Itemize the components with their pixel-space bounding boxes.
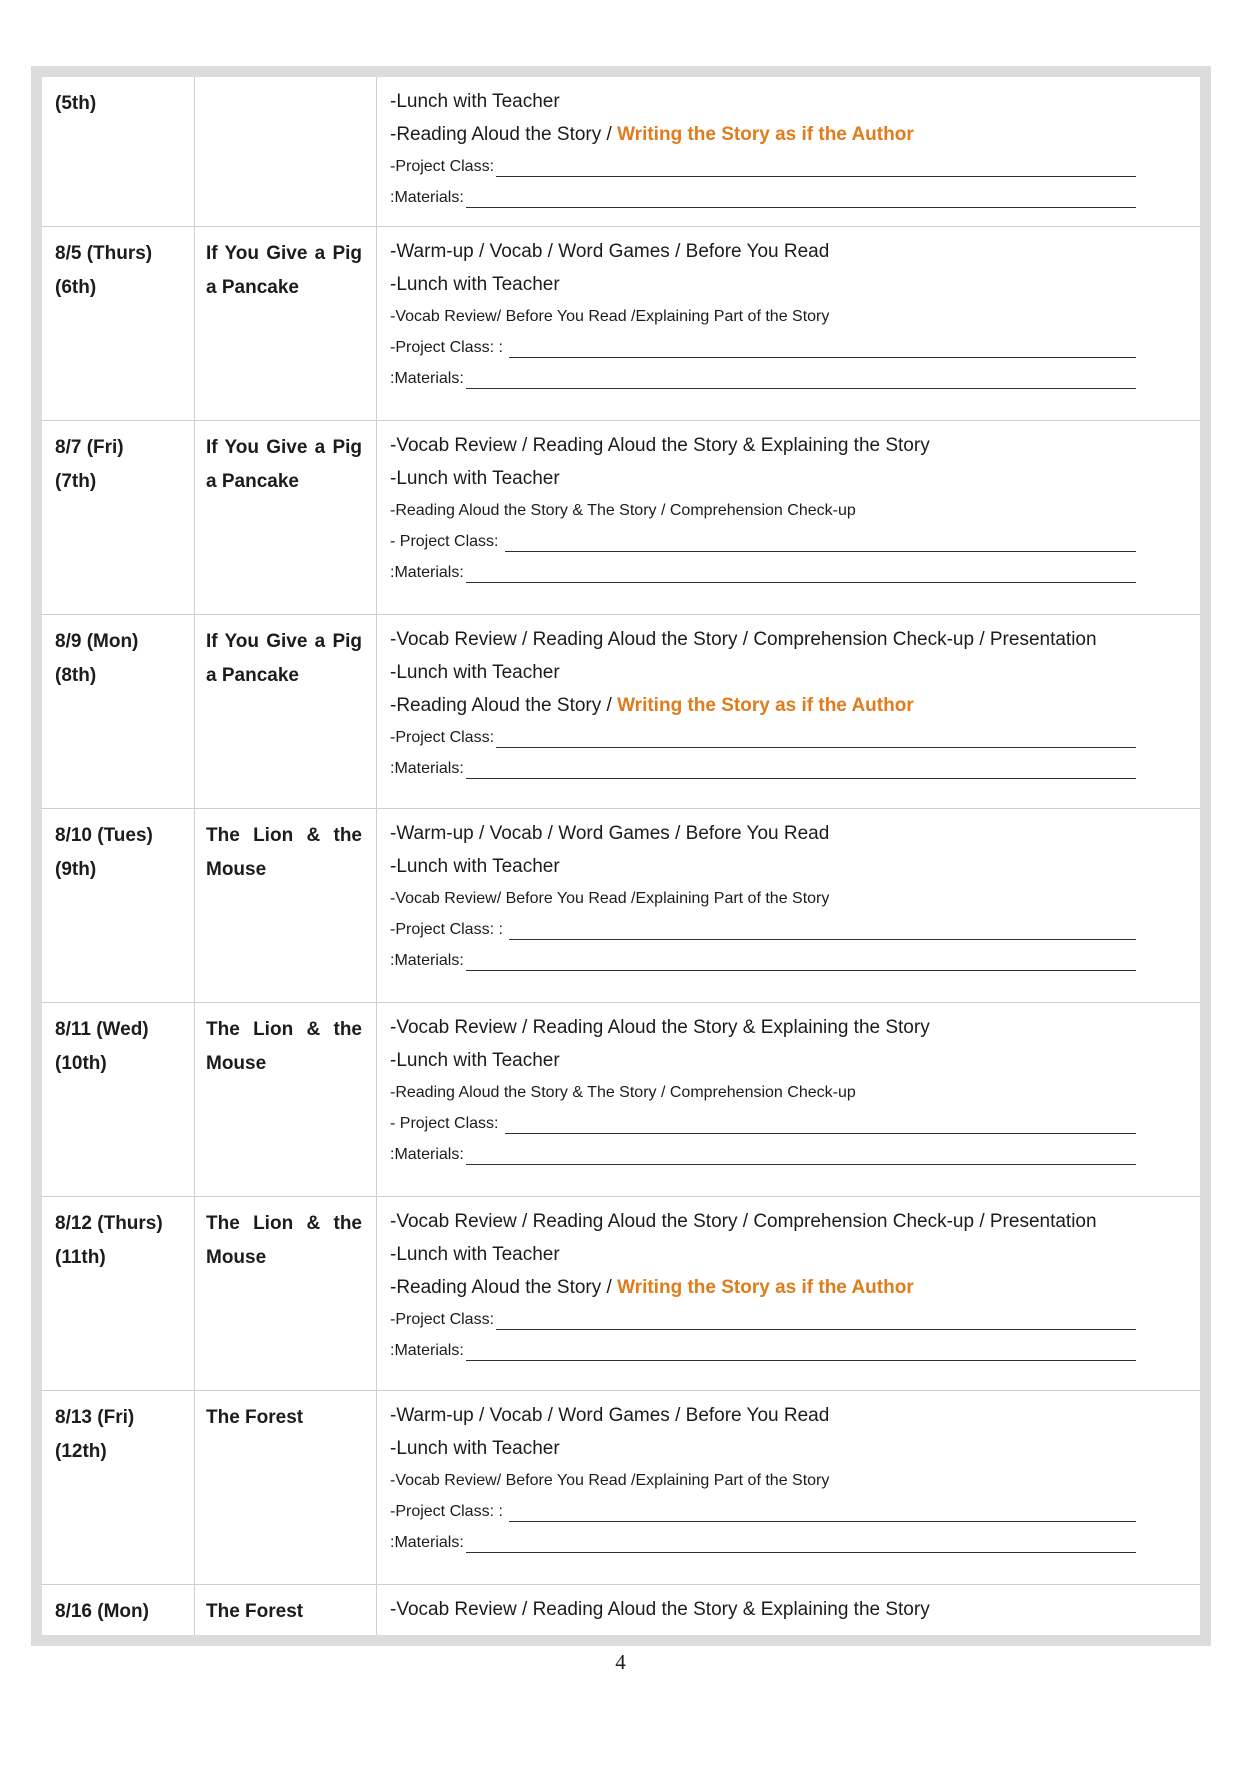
date-text: (10th) — [55, 1053, 107, 1074]
activity-text: :Materials: — [390, 189, 464, 206]
table-row — [42, 421, 1200, 615]
table-row — [42, 1197, 1200, 1391]
activity-line — [390, 1205, 1184, 1238]
table-row — [42, 1585, 1200, 1635]
fill-in-blank-line — [390, 526, 1136, 557]
activity-text: -Vocab Review / Reading Aloud the Story / Comprehension Check-up / Presentation — [390, 1211, 1097, 1232]
blank-underline — [496, 747, 1136, 748]
table-row — [42, 1003, 1200, 1197]
activity-text: -Lunch with Teacher — [390, 468, 560, 489]
activity-text: -Vocab Review / Reading Aloud the Story & Explaining the Story — [390, 435, 930, 456]
fill-in-blank-line — [390, 1108, 1136, 1139]
fill-in-blank-line — [390, 753, 1136, 784]
activity-text: -Lunch with Teacher — [390, 1244, 560, 1265]
activity-text: -Project Class: — [390, 1311, 495, 1328]
book-title-cell — [195, 615, 377, 808]
activity-text: -Project Class: — [390, 158, 495, 175]
blank-underline — [509, 357, 1136, 358]
activity-text: -Vocab Review/ Before You Read /Explaining Part of the Story — [390, 308, 830, 325]
activity-line — [390, 268, 1184, 301]
fill-in-blank-line — [390, 1335, 1136, 1366]
activity-line — [390, 623, 1184, 656]
date-text: 8/5 (Thurs) — [55, 243, 153, 264]
activity-text: -Reading Aloud the Story & The Story / Comprehension Check-up — [390, 1084, 856, 1101]
date-text: (6th) — [55, 277, 97, 298]
fill-in-blank-line — [390, 1304, 1136, 1335]
blank-underline — [466, 970, 1137, 971]
activity-line — [390, 656, 1184, 689]
table-row — [42, 77, 1200, 227]
activity-text: -Project Class: : — [390, 339, 508, 356]
highlighted-activity-text: Writing the Story as if the Author — [617, 1277, 914, 1298]
book-title: The Lion & the Mouse — [206, 825, 362, 880]
activities-cell — [377, 1003, 1200, 1196]
activity-line — [390, 883, 1184, 914]
book-title-cell — [195, 1197, 377, 1390]
fill-in-blank-line — [390, 1527, 1136, 1558]
date-cell — [42, 1197, 195, 1390]
activity-line — [390, 1432, 1184, 1465]
activity-line — [390, 1044, 1184, 1077]
activities-cell — [377, 809, 1200, 1002]
activity-text: -Lunch with Teacher — [390, 856, 560, 877]
activities-cell — [377, 1391, 1200, 1584]
activity-text: :Materials: — [390, 1342, 464, 1359]
activity-line — [390, 235, 1184, 268]
activity-text: -Warm-up / Vocab / Word Games / Before You Read — [390, 823, 830, 844]
blank-underline — [509, 1521, 1136, 1522]
date-text: 8/9 (Mon) — [55, 631, 139, 652]
activity-text: -Lunch with Teacher — [390, 274, 560, 295]
activity-line — [390, 1238, 1184, 1271]
activity-text: -Warm-up / Vocab / Word Games / Before You Read — [390, 241, 830, 262]
date-cell — [42, 809, 195, 1002]
book-title-cell — [195, 1585, 377, 1635]
table-row — [42, 809, 1200, 1003]
date-text: (7th) — [55, 471, 97, 492]
activity-text: :Materials: — [390, 564, 464, 581]
activity-text: -Warm-up / Vocab / Word Games / Before You Read — [390, 1405, 830, 1426]
fill-in-blank-line — [390, 1496, 1136, 1527]
activity-text: -Vocab Review / Reading Aloud the Story & Explaining the Story — [390, 1017, 930, 1038]
activity-line — [390, 495, 1184, 526]
activity-text: -Vocab Review / Reading Aloud the Story / Comprehension Check-up / Presentation — [390, 629, 1097, 650]
book-title: If You Give a Pig a Pancake — [206, 437, 362, 492]
activity-text: -Vocab Review/ Before You Read /Explaining Part of the Story — [390, 890, 830, 907]
date-cell — [42, 1391, 195, 1584]
table-row — [42, 1391, 1200, 1585]
activity-line — [390, 850, 1184, 883]
blank-underline — [466, 207, 1137, 208]
date-cell — [42, 1003, 195, 1196]
date-cell — [42, 421, 195, 614]
activities-cell — [377, 1197, 1200, 1390]
blank-underline — [466, 778, 1137, 779]
activity-line — [390, 1077, 1184, 1108]
blank-underline — [496, 1329, 1136, 1330]
book-title: The Lion & the Mouse — [206, 1213, 362, 1268]
activity-line — [390, 689, 1184, 722]
date-text: 8/10 (Tues) — [55, 825, 153, 846]
activity-text: :Materials: — [390, 952, 464, 969]
book-title: The Forest — [206, 1407, 304, 1428]
fill-in-blank-line — [390, 945, 1136, 976]
book-title: If You Give a Pig a Pancake — [206, 631, 362, 686]
blank-underline — [496, 176, 1136, 177]
activities-cell — [377, 421, 1200, 614]
blank-underline — [466, 582, 1137, 583]
lesson-schedule-table — [31, 66, 1211, 1646]
date-text: (12th) — [55, 1441, 107, 1462]
fill-in-blank-line — [390, 914, 1136, 945]
date-text: 8/7 (Fri) — [55, 437, 124, 458]
book-title-cell — [195, 1003, 377, 1196]
activity-text: :Materials: — [390, 1534, 464, 1551]
activity-line — [390, 85, 1184, 118]
book-title-cell — [195, 809, 377, 1002]
blank-underline — [466, 1552, 1137, 1553]
fill-in-blank-line — [390, 557, 1136, 588]
activity-line — [390, 429, 1184, 462]
page-number: 4 — [615, 1650, 626, 1674]
book-title-cell — [195, 1391, 377, 1584]
activity-line — [390, 1593, 1184, 1626]
activity-text: -Vocab Review / Reading Aloud the Story & Explaining the Story — [390, 1599, 930, 1620]
date-text: (5th) — [55, 93, 97, 114]
date-text: 8/16 (Mon) — [55, 1601, 149, 1622]
activity-line — [390, 1399, 1184, 1432]
activity-text: -Project Class: : — [390, 1503, 508, 1520]
table-row — [42, 227, 1200, 421]
date-text: (11th) — [55, 1247, 106, 1268]
book-title: The Lion & the Mouse — [206, 1019, 362, 1074]
book-title-cell — [195, 227, 377, 420]
activity-line — [390, 118, 1184, 151]
highlighted-activity-text: Writing the Story as if the Author — [617, 695, 914, 716]
activity-text: - Project Class: — [390, 1115, 503, 1132]
fill-in-blank-line — [390, 722, 1136, 753]
book-title: If You Give a Pig a Pancake — [206, 243, 362, 298]
activities-cell — [377, 77, 1200, 226]
activity-text: -Lunch with Teacher — [390, 662, 560, 683]
date-cell — [42, 615, 195, 808]
fill-in-blank-line — [390, 332, 1136, 363]
book-title: The Forest — [206, 1601, 304, 1622]
activity-text: :Materials: — [390, 760, 464, 777]
date-text: (9th) — [55, 859, 97, 880]
date-text: 8/12 (Thurs) — [55, 1213, 163, 1234]
activity-line — [390, 1465, 1184, 1496]
activity-line — [390, 817, 1184, 850]
activity-line — [390, 462, 1184, 495]
activity-line — [390, 1011, 1184, 1044]
blank-underline — [466, 1164, 1137, 1165]
fill-in-blank-line — [390, 151, 1136, 182]
activity-text: :Materials: — [390, 1146, 464, 1163]
blank-underline — [505, 1133, 1136, 1134]
activities-cell — [377, 615, 1200, 808]
activity-text: -Lunch with Teacher — [390, 1438, 560, 1459]
date-text: 8/11 (Wed) — [55, 1019, 149, 1040]
fill-in-blank-line — [390, 363, 1136, 394]
blank-underline — [505, 551, 1136, 552]
blank-underline — [466, 1360, 1137, 1361]
activity-text: -Project Class: — [390, 729, 495, 746]
table-row — [42, 615, 1200, 809]
activity-text: -Lunch with Teacher — [390, 91, 560, 112]
activity-text: -Project Class: : — [390, 921, 508, 938]
blank-underline — [509, 939, 1136, 940]
book-title-cell — [195, 77, 377, 226]
highlighted-activity-text: Writing the Story as if the Author — [617, 124, 914, 145]
date-cell — [42, 77, 195, 226]
activity-text: :Materials: — [390, 370, 464, 387]
activity-text: -Reading Aloud the Story / — [390, 124, 618, 145]
activity-text: -Lunch with Teacher — [390, 1050, 560, 1071]
date-cell — [42, 1585, 195, 1635]
activity-text: -Vocab Review/ Before You Read /Explaining Part of the Story — [390, 1472, 830, 1489]
book-title-cell — [195, 421, 377, 614]
activity-line — [390, 301, 1184, 332]
date-cell — [42, 227, 195, 420]
activity-text: -Reading Aloud the Story & The Story / Comprehension Check-up — [390, 502, 856, 519]
date-text: 8/13 (Fri) — [55, 1407, 135, 1428]
date-text: (8th) — [55, 665, 97, 686]
activity-text: - Project Class: — [390, 533, 503, 550]
fill-in-blank-line — [390, 182, 1136, 213]
activities-cell — [377, 1585, 1200, 1635]
activity-text: -Reading Aloud the Story / — [390, 1277, 618, 1298]
activities-cell — [377, 227, 1200, 420]
fill-in-blank-line — [390, 1139, 1136, 1170]
blank-underline — [466, 388, 1137, 389]
activity-text: -Reading Aloud the Story / — [390, 695, 618, 716]
activity-line — [390, 1271, 1184, 1304]
